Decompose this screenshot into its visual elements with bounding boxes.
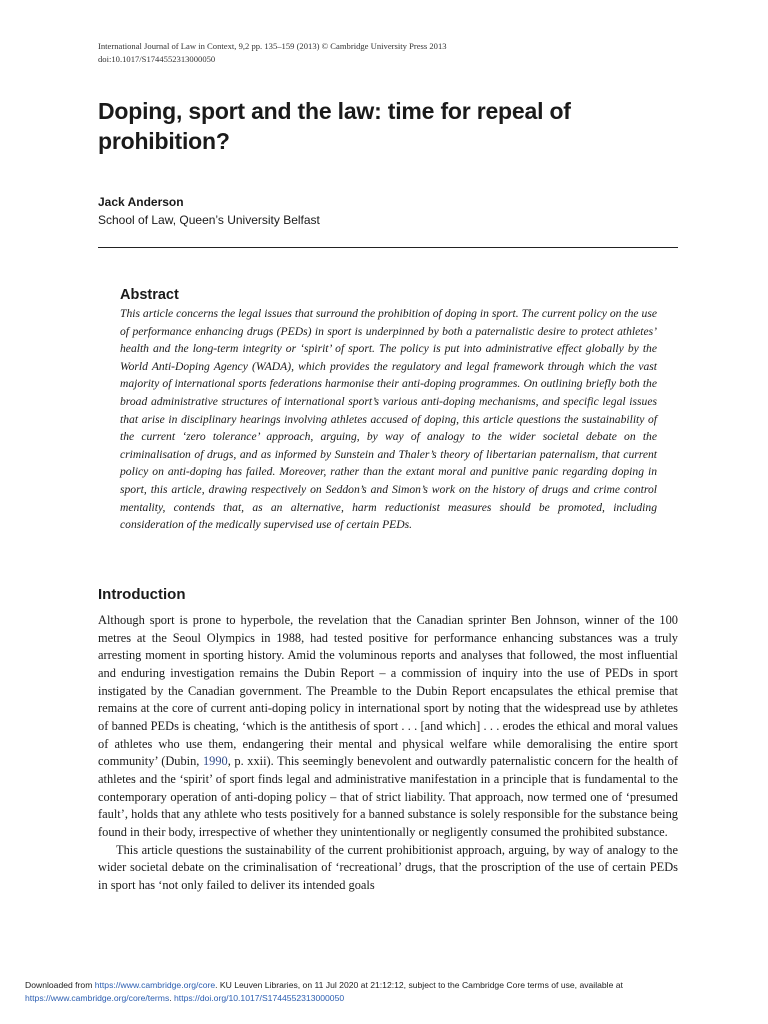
journal-doi: doi:10.1017/S1744552313000050 [98,54,216,64]
abstract-heading: Abstract [120,287,179,303]
journal-header [98,40,658,66]
paragraph-1-text-b: , p. xxii). This seemingly benevolent and outwardly paternalistic concern for the health of athletes and the ‘spirit’ of sport finds legal and administrative manifestation in a principle that is fundamental to the contemporary operation of anti-doping policy – that of strict liability. That approach, now termed one of ‘presumed fault’, holds that any athlete who tests positively for a banned substance is solely responsible for the substance being found in their body, irrespective of whether they unintentionally or negligently consumed the prohibited substance. [98,754,679,839]
introduction-heading: Introduction [98,586,186,603]
core-link[interactable]: https://www.cambridge.org/core [94,980,216,990]
download-footer [25,979,745,1005]
footer-separator: . [169,993,172,1003]
introduction-body [98,612,678,895]
author-block [98,193,678,229]
paragraph-1 [98,612,678,842]
article-title: Doping, sport and the law: time for repeal of prohibition? [98,98,571,154]
abstract-text: This article concerns the legal issues that surround the prohibition of doping in sport. The current policy on the use of performance enhancing drugs (PEDs) in sport is underpinned by both a paternalistic desire to protect athletes’ health and the long-term integrity or ‘spirit’ of sport. The policy is put into administrative effect globally by the World Anti-Doping Agency (WADA), which provides the regulatory and legal framework through which the vast majority of international sports federations harmonise their anti-doping programmes. On outlining briefly both the broad administrative structures of international sport’s various anti-doping mechanisms, and specific legal issues that arise in disciplinary hearings involving athletes accused of doping, this article questions the sustainability of the current ‘zero tolerance’ approach, arguing, by way of analogy to the wider societal debate on the criminalisation of drugs, and as informed by Sunstein and Thaler’s theory of libertarian paternalism, that current policy on anti-doping has failed. Moreover, rather than the extant moral and punitive panic regarding doping in sport, this article, drawing respectively on Seddon’s and Simon’s work on the history of drugs and crime control mentality, contends that, as an alternative, harm reductionist measures should be promoted, including consideration of the medically supervised use of certain PEDs. [120,307,657,532]
abstract-section [120,285,657,534]
header-divider [98,247,678,248]
journal-citation: International Journal of Law in Context, 9,2 pp. 135–159 (2013) © Cambridge University Press 2013 [98,41,447,51]
paragraph-1-text-a: Although sport is prone to hyperbole, the revelation that the Canadian sprinter Ben Johnson, winner of the 100 metres at the Seoul Olympics in 1988, had tested positive for performance enhancing substances was a truly arresting moment in sporting history. Amid the voluminous reports and analyses that followed, the most influential and enduring investigation remains the Dubin Report – a commission of inquiry into the use of PEDs in sport instigated by the Canadian government. The Preamble to the Dubin Report encapsulates the ethical premise that remains at the core of current anti-doping policy in international sport by noting that the widespread use by athletes of banned PEDs is cheating, ‘which is the antithesis of sport . . . [and which] . . . erodes the ethical and moral values of athletes who use them, endangering their mental and physical welfare while demoralising the entire sport community’ (Dubin, [98,613,678,769]
citation-link-dubin-1990[interactable]: 1990 [202,754,228,769]
paragraph-2: This article questions the sustainability of the current prohibitionist approach, arguing, by way of analogy to the wider societal debate on the criminalisation of ‘recreational’ drugs, that the proscription of the use of certain PEDs in sport has ‘not only failed to deliver its intended goals [98,842,678,892]
author-name: Jack Anderson [98,195,184,209]
doi-link[interactable]: https://doi.org/10.1017/S1744552313000050 [174,993,345,1003]
footer-line-2 [25,992,745,1005]
footer-line-1 [25,979,745,992]
footer-access-notice: . KU Leuven Libraries, on 11 Jul 2020 at 21:12:12, subject to the Cambridge Core terms of use, available at [215,980,623,990]
terms-link[interactable]: https://www.cambridge.org/core/terms [25,993,170,1003]
footer-downloaded-from: Downloaded from [25,980,93,990]
author-affiliation: School of Law, Queen’s University Belfast [98,213,320,227]
